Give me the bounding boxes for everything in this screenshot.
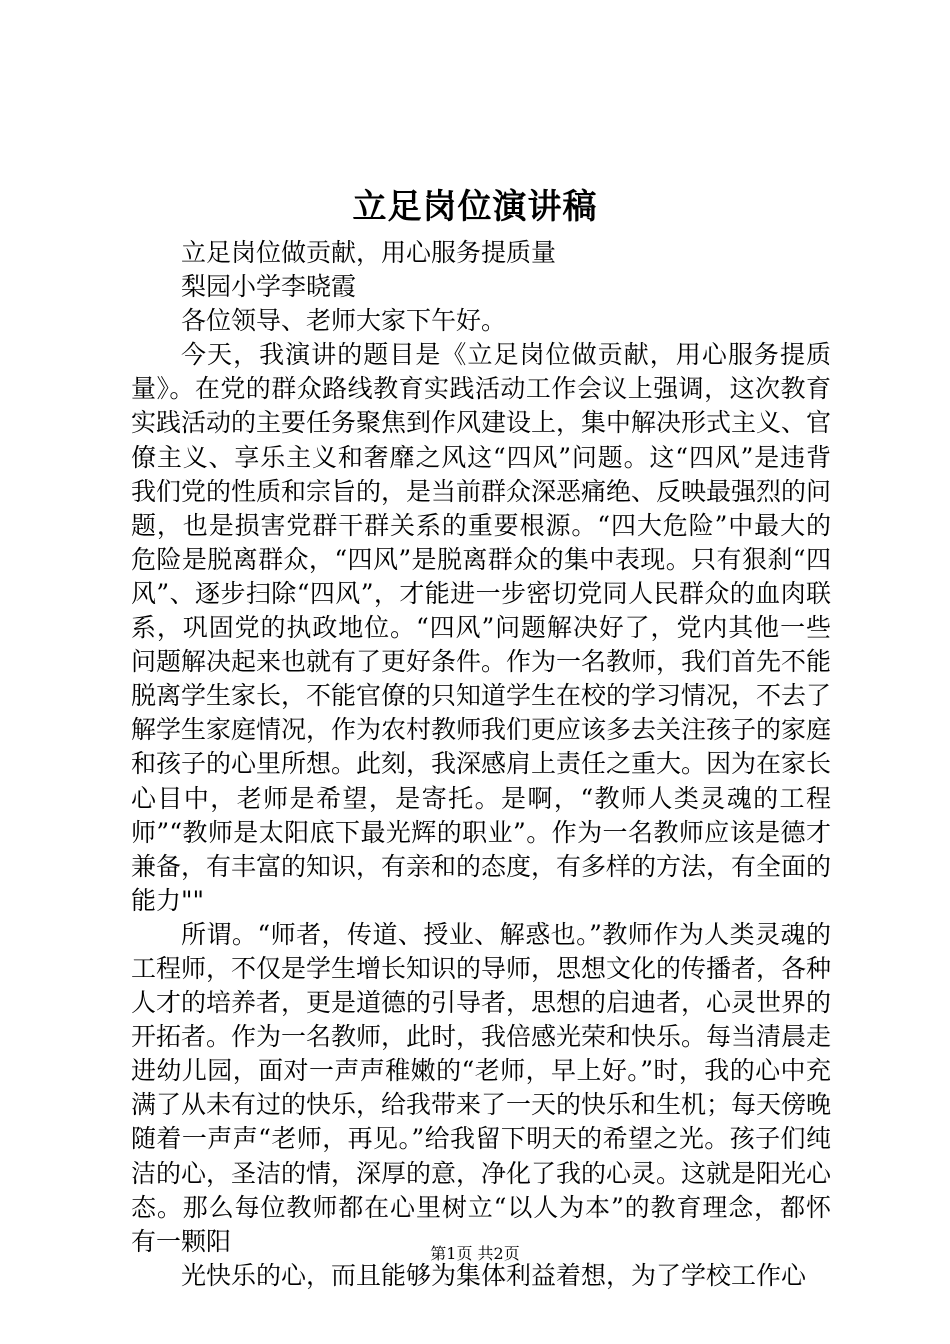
paragraph-subtitle: 立足岗位做贡献，用心服务提质量 [181,238,557,267]
document-title: 立足岗位演讲稿 [352,187,598,227]
paragraph-body-3: 光快乐的心，而且能够为集体利益着想，为了学校工作心 [181,1260,807,1290]
paragraph-author: 梨园小学李晓霞 [181,272,357,302]
document-body [131,236,831,1293]
paragraph-body-1: 今天，我演讲的题目是《立足岗位做贡献，用心服务提质量》。在党的群众路线教育实践活动工作会议上强调，这次教育实践活动的主要任务聚焦到作风建设上，集中解决形式主义、官僚主义、享乐主义和奢靡之风这“四风”问题。这“四风”是违背我们党的性质和宗旨的，是当前群众深恶痛绝、反映最强烈的问题，也是损害党群干群关系的重要根源。“四大危险”中最大的危险是脱离群众，“四风”是脱离群众的集中表现。只有狠刹“四风”、逐步扫除“四风”，才能进一步密切党同人民群众的血肉联系，巩固党的执政地位。“四风”问题解决好了，党内其他一些问题解决起来也就有了更好条件。作为一名教师，我们首先不能脱离学生家长，不能官僚的只知道学生在校的学习情况，不去了解学生家庭情况，作为农村教师我们更应该多去关注孩子的家庭和孩子的心里所想。此刻，我深感肩上责任之重大。因为在家长心目中，老师是希望，是寄托。是啊，“教师人类灵魂的工程师”“教师是太阳底下最光辉的职业”。作为一名教师应该是德才兼备，有丰富的知识，有亲和的态度，有多样的方法，有全面的能力"" [131,340,832,915]
paragraph-greeting: 各位领导、老师大家下午好。 [181,306,507,336]
paragraph-body-2: 所谓。“师者，传道、授业、解惑也。”教师作为人类灵魂的工程师，不仅是学生增长知识的导师，思想文化的传播者，各种人才的培养者，更是道德的引导者，思想的启迪者，心灵世界的开拓者。作为一名教师，此时，我倍感光荣和快乐。每当清晨走进幼儿园，面对一声声稚嫩的“老师，早上好。”时，我的心中充满了从未有过的快乐，给我带来了一天的快乐和生机；每天傍晚随着一声声“老师，再见。”给我留下明天的希望之光。孩子们纯洁的心，圣洁的情，深厚的意，净化了我的心灵。这就是阳光心态。那么每位教师都在心里树立“以人为本”的教育理念，都怀有一颗阳 [131,919,832,1256]
page-footer: 第1页 共2页 [430,1244,520,1263]
